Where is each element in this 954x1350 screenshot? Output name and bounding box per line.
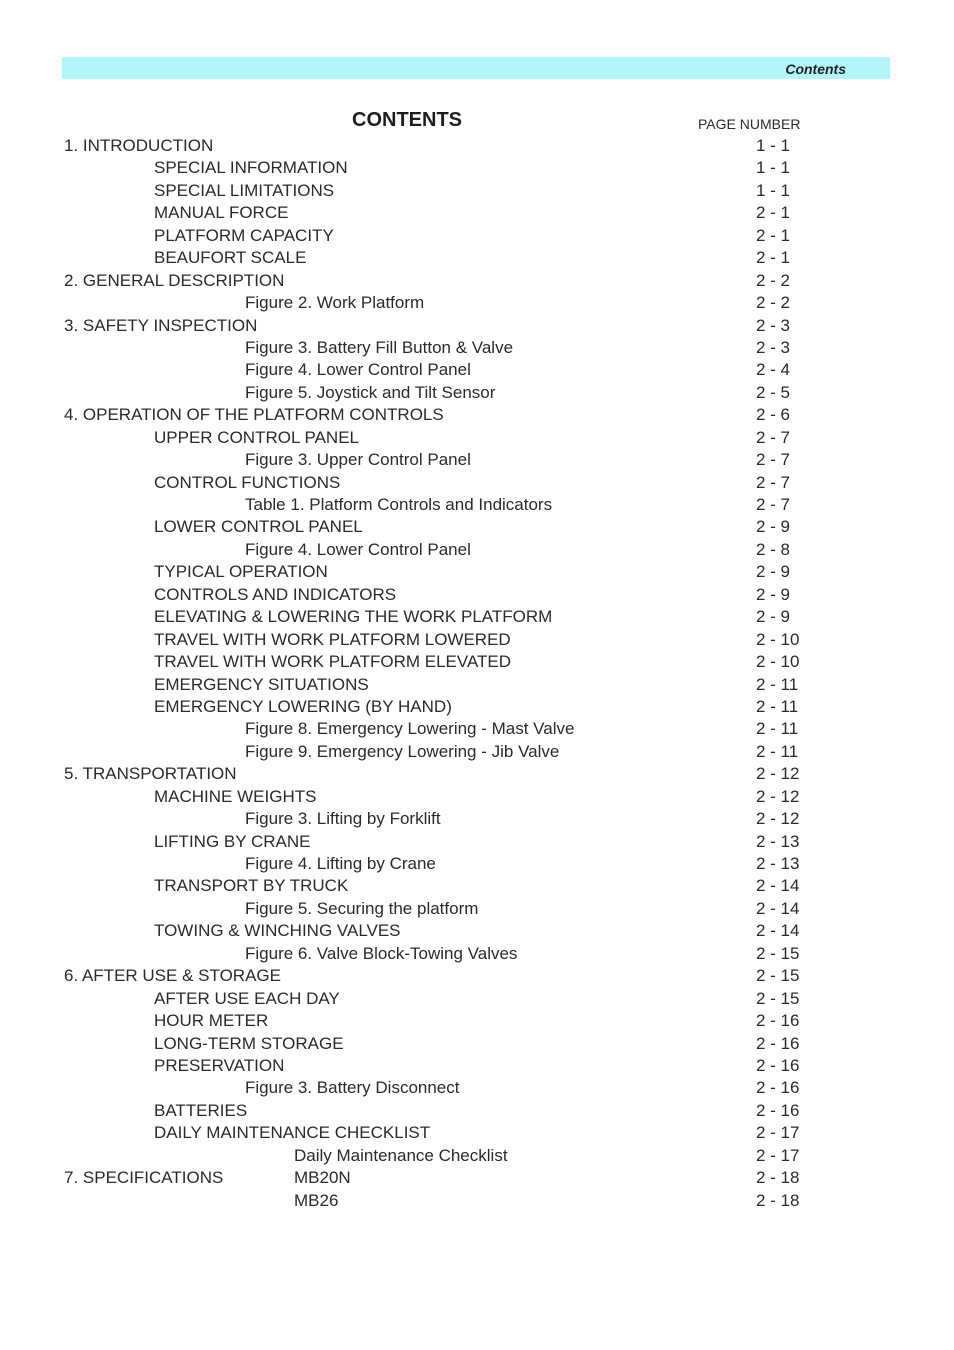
toc-entry-title: LOWER CONTROL PANEL xyxy=(154,517,363,537)
toc-entry-title: Figure 3. Upper Control Panel xyxy=(245,450,471,470)
toc-entry-title: BATTERIES xyxy=(154,1100,248,1120)
toc-entry-page: 2 - 16 xyxy=(756,1011,800,1031)
toc-entry xyxy=(0,403,954,425)
toc-entry xyxy=(0,471,954,493)
toc-entry-title: Figure 3. Battery Disconnect xyxy=(245,1078,460,1098)
toc-entry-page: 2 - 12 xyxy=(756,764,800,784)
toc-entry-title: 4. OPERATION OF THE PLATFORM CONTROLS xyxy=(64,405,444,425)
toc-entry xyxy=(0,201,954,223)
toc-entry-page: 1 - 1 xyxy=(756,136,791,155)
toc-entry-page: 2 - 18 xyxy=(756,1168,800,1188)
toc-entry-title: LIFTING BY CRANE xyxy=(154,831,311,851)
toc-entry xyxy=(0,1032,954,1054)
toc-entry-title: Figure 4. Lifting by Crane xyxy=(245,854,436,873)
toc-entry xyxy=(0,179,954,201)
toc-entry-page: 2 - 13 xyxy=(756,854,800,873)
toc-entry xyxy=(0,560,954,582)
toc-entry xyxy=(0,156,954,178)
toc-entry xyxy=(0,964,954,986)
toc-entry-page: 2 - 2 xyxy=(756,293,791,313)
toc-entry-page: 2 - 7 xyxy=(756,495,791,514)
toc-entry-title: TYPICAL OPERATION xyxy=(154,562,328,582)
toc-entry-page: 2 - 12 xyxy=(756,809,800,829)
toc-entry-page: 2 - 11 xyxy=(756,719,799,739)
toc-entry-title: MB26 xyxy=(294,1190,339,1210)
toc-entry-title: LONG-TERM STORAGE xyxy=(154,1033,344,1053)
toc-entry-title: PLATFORM CAPACITY xyxy=(154,225,334,245)
toc-entry-page: 2 - 11 xyxy=(756,674,799,694)
toc-entry xyxy=(0,650,954,672)
toc-entry-page: 2 - 17 xyxy=(756,1145,800,1165)
toc-entry-title: DAILY MAINTENANCE CHECKLIST xyxy=(154,1123,431,1143)
header-band xyxy=(62,57,890,79)
toc-entry xyxy=(0,942,954,964)
toc-entry-page: 2 - 7 xyxy=(756,472,791,492)
toc-entry-page: 2 - 1 xyxy=(756,203,791,223)
toc-entry xyxy=(0,224,954,246)
toc-entry-page: 2 - 10 xyxy=(756,652,800,672)
toc-entry xyxy=(0,1121,954,1143)
toc-entry xyxy=(0,628,954,650)
toc-entry xyxy=(0,852,954,874)
toc-entry-page: 2 - 15 xyxy=(756,943,800,963)
toc-entry-page: 2 - 15 xyxy=(756,966,800,986)
toc-entry-title: EMERGENCY LOWERING (BY HAND) xyxy=(154,696,452,716)
toc-entry xyxy=(0,717,954,739)
toc-entry xyxy=(0,336,954,358)
toc-entry-title: Daily Maintenance Checklist xyxy=(294,1145,508,1165)
toc-entry-page: 2 - 11 xyxy=(756,741,799,761)
toc-entry-title: MACHINE WEIGHTS xyxy=(154,786,317,806)
toc-entry-title: HOUR METER xyxy=(154,1011,269,1031)
page-number-header: PAGE NUMBER xyxy=(698,116,801,132)
toc-entry-page: 2 - 13 xyxy=(756,831,800,851)
toc-entry-title: Figure 9. Emergency Lowering - Jib Valve xyxy=(245,741,560,761)
toc-entry xyxy=(0,291,954,313)
toc-entry-title: SPECIAL INFORMATION xyxy=(154,158,348,178)
toc-entry xyxy=(0,538,954,560)
toc-entry-title: MANUAL FORCE xyxy=(154,203,289,223)
toc-entry-title: Figure 8. Emergency Lowering - Mast Valve xyxy=(245,719,575,739)
toc-entry-page: 2 - 7 xyxy=(756,427,791,447)
toc-entry-title: TRANSPORT BY TRUCK xyxy=(154,876,349,896)
toc-entry-page: 1 - 1 xyxy=(756,158,791,178)
toc-entry xyxy=(0,493,954,515)
toc-entry xyxy=(0,1076,954,1098)
toc-entry-page: 2 - 9 xyxy=(756,607,791,627)
toc-entry-page: 2 - 17 xyxy=(756,1123,800,1143)
toc-entry-title: PRESERVATION xyxy=(154,1055,285,1075)
toc-entry-page: 2 - 1 xyxy=(756,225,791,245)
toc-entry xyxy=(0,134,954,156)
toc-entry-title: ELEVATING & LOWERING THE WORK PLATFORM xyxy=(154,607,553,627)
toc-entry xyxy=(0,695,954,717)
toc-entry xyxy=(0,314,954,336)
toc-entry-title: Figure 4. Lower Control Panel xyxy=(245,539,471,559)
toc-entry xyxy=(0,269,954,291)
toc-entry-page: 2 - 3 xyxy=(756,337,791,357)
toc-entry-page: 2 - 14 xyxy=(756,876,800,896)
toc-entry-title: TRAVEL WITH WORK PLATFORM ELEVATED xyxy=(154,652,512,672)
toc-entry-title: Figure 3. Lifting by Forklift xyxy=(245,809,441,829)
toc-entry-title: Table 1. Platform Controls and Indicators xyxy=(245,495,553,514)
toc-entry-title: 6. AFTER USE & STORAGE xyxy=(64,966,281,986)
toc-entry-title: SPECIAL LIMITATIONS xyxy=(154,180,335,200)
toc-entry-title: Figure 3. Battery Fill Button & Valve xyxy=(245,337,514,357)
toc-entry-page: 1 - 1 xyxy=(756,180,791,200)
toc-entry-page: 2 - 2 xyxy=(756,270,791,290)
toc-entry-title: 3. SAFETY INSPECTION xyxy=(64,315,258,335)
toc-entry xyxy=(0,1099,954,1121)
toc-entry-title: CONTROL FUNCTIONS xyxy=(154,472,341,492)
toc-entry-page: 2 - 10 xyxy=(756,629,800,649)
toc-entry-page: 2 - 14 xyxy=(756,921,800,941)
toc-entry-title: 7. SPECIFICATIONS xyxy=(64,1168,224,1188)
toc-entry-page: 2 - 18 xyxy=(756,1190,800,1210)
toc-entry-title: EMERGENCY SITUATIONS xyxy=(154,674,369,694)
toc-entry xyxy=(0,897,954,919)
toc-entry-title: Figure 5. Securing the platform xyxy=(245,898,479,918)
toc-entry xyxy=(0,515,954,537)
toc-entry xyxy=(0,605,954,627)
toc-entry-title: CONTROLS AND INDICATORS xyxy=(154,584,397,604)
toc-entry xyxy=(0,448,954,470)
toc-entry xyxy=(0,246,954,268)
toc-entry xyxy=(0,919,954,941)
toc-entry-page: 2 - 16 xyxy=(756,1078,800,1098)
toc-entry-page: 2 - 12 xyxy=(756,786,800,806)
toc-entry-title: Figure 5. Joystick and Tilt Sensor xyxy=(245,382,496,402)
toc-entry-page: 2 - 7 xyxy=(756,450,791,470)
toc-entry-title: AFTER USE EACH DAY xyxy=(154,988,340,1008)
toc-entry-page: 2 - 3 xyxy=(756,315,791,335)
toc-entry xyxy=(0,673,954,695)
toc-entry-page: 2 - 16 xyxy=(756,1033,800,1053)
toc-entry xyxy=(0,1144,954,1166)
toc-entry xyxy=(0,740,954,762)
toc-entry-page: 2 - 1 xyxy=(756,248,791,268)
toc-entry xyxy=(0,1189,954,1211)
toc-entry xyxy=(0,785,954,807)
toc-entry-page: 2 - 16 xyxy=(756,1100,800,1120)
toc-entry xyxy=(0,1009,954,1031)
toc-entry-title: Figure 4. Lower Control Panel xyxy=(245,360,471,380)
toc-entry-title: 5. TRANSPORTATION xyxy=(64,764,237,784)
toc-entry-page: 2 - 6 xyxy=(756,405,791,425)
toc-entry xyxy=(0,583,954,605)
toc-entry-page: 2 - 8 xyxy=(756,539,791,559)
toc-entry-page: 2 - 15 xyxy=(756,988,800,1008)
toc-entry-title: Figure 2. Work Platform xyxy=(245,293,425,313)
table-of-contents xyxy=(0,134,954,1211)
toc-entry-page: 2 - 9 xyxy=(756,562,791,582)
toc-entry-title: 1. INTRODUCTION xyxy=(64,136,214,155)
header-label: Contents xyxy=(785,61,846,77)
toc-entry-title: TRAVEL WITH WORK PLATFORM LOWERED xyxy=(154,629,511,649)
toc-entry-title: BEAUFORT SCALE xyxy=(154,248,307,268)
toc-entry-page: 2 - 14 xyxy=(756,898,800,918)
toc-entry-title: 2. GENERAL DESCRIPTION xyxy=(64,270,285,290)
toc-entry-title: TOWING & WINCHING VALVES xyxy=(154,921,401,941)
toc-entry xyxy=(0,381,954,403)
toc-entry-page: 2 - 16 xyxy=(756,1055,800,1075)
toc-entry xyxy=(0,1166,954,1188)
toc-entry-page: 2 - 11 xyxy=(756,696,799,716)
toc-entry xyxy=(0,874,954,896)
toc-entry-page: 2 - 5 xyxy=(756,382,791,402)
toc-entry-subtitle: MB20N xyxy=(294,1168,351,1188)
toc-entry xyxy=(0,762,954,784)
toc-entry-page: 2 - 9 xyxy=(756,517,791,537)
toc-entry xyxy=(0,987,954,1009)
toc-entry xyxy=(0,1054,954,1076)
toc-entry xyxy=(0,358,954,380)
toc-entry-page: 2 - 4 xyxy=(756,360,791,380)
toc-entry xyxy=(0,830,954,852)
toc-entry-page: 2 - 9 xyxy=(756,584,791,604)
toc-entry-title: UPPER CONTROL PANEL xyxy=(154,427,359,447)
toc-entry xyxy=(0,426,954,448)
toc-entry-title: Figure 6. Valve Block-Towing Valves xyxy=(245,943,518,963)
page-title: CONTENTS xyxy=(352,109,462,131)
toc-entry xyxy=(0,807,954,829)
